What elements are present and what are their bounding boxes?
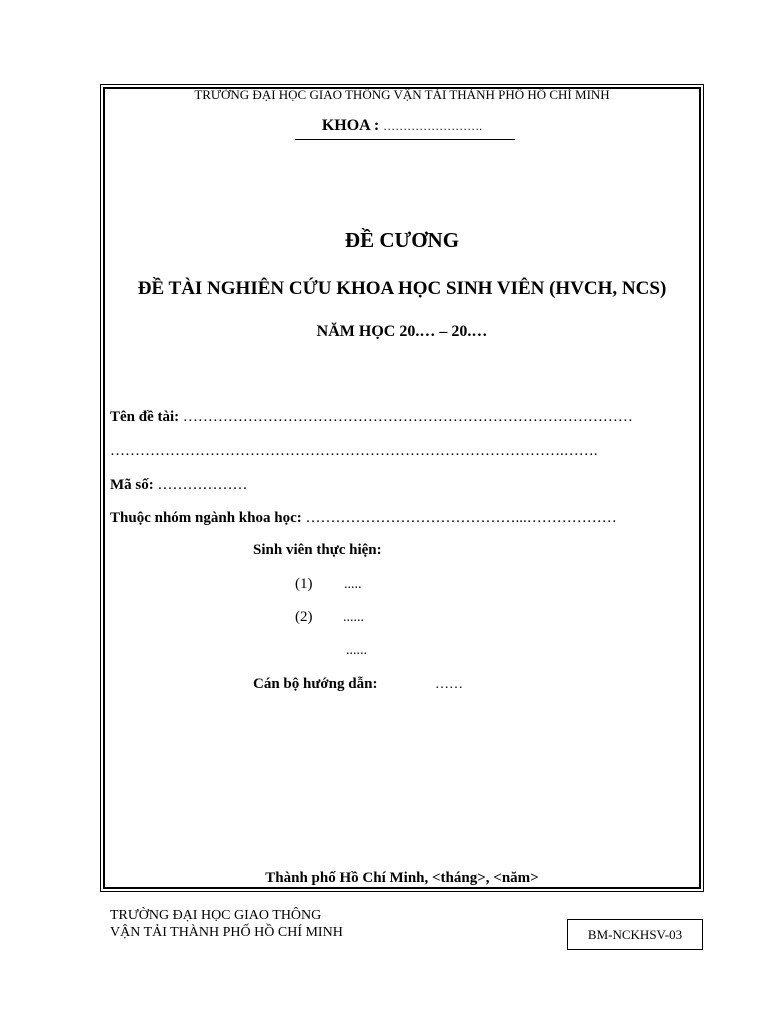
student1-value: ..... xyxy=(344,577,362,592)
place-date: Thành phố Hồ Chí Minh, <tháng>, <năm> xyxy=(265,870,539,886)
topic-label: Tên đề tài: xyxy=(110,409,180,425)
code-dots: ……………… xyxy=(157,477,248,493)
topic-field xyxy=(110,409,633,426)
footer-line1: TRƯỜNG ĐẠI HỌC GIAO THÔNG xyxy=(110,908,322,923)
group-dots: ……………………………………...……………… xyxy=(305,510,617,526)
code-label: Mã số: xyxy=(110,477,154,493)
advisor-label: Cán bộ hướng dẫn: xyxy=(253,676,378,692)
faculty-label: KHOA : xyxy=(321,117,380,134)
advisor-value: …… xyxy=(435,677,463,692)
university-name: TRƯỜNG ĐẠI HỌC GIAO THÔNG VẬN TẢI THÀNH PHỐ HỒ CHÍ MINH xyxy=(194,87,610,102)
group-label: Thuộc nhóm ngành khoa học: xyxy=(110,510,302,526)
student1-number: (1) xyxy=(295,576,313,592)
faculty-underline xyxy=(295,139,515,140)
student2-value: ...... xyxy=(343,610,364,625)
document-subtitle: ĐỀ TÀI NGHIÊN CỨU KHOA HỌC SINH VIÊN (HVCH, NCS) xyxy=(137,278,667,299)
footer-university xyxy=(110,907,343,941)
student-more: ...... xyxy=(346,643,367,658)
code-field xyxy=(110,477,248,494)
topic-dots-line2: ……………………………………………………………………………….……. xyxy=(110,443,598,459)
topic-dots: ……………………………………………………………………………… xyxy=(182,409,633,425)
student2-number: (2) xyxy=(295,609,313,625)
faculty-value: ……………………. xyxy=(383,119,483,133)
group-field xyxy=(110,510,617,527)
form-code-box: BM-NCKHSV-03 xyxy=(567,919,703,950)
footer-line2: VẬN TẢI THÀNH PHỐ HỒ CHÍ MINH xyxy=(110,925,343,940)
document-title: ĐỀ CƯƠNG xyxy=(344,228,460,252)
school-year: NĂM HỌC 20.… – 20.… xyxy=(316,323,488,340)
students-label: Sinh viên thực hiện: xyxy=(253,542,382,558)
faculty-line xyxy=(103,117,701,135)
